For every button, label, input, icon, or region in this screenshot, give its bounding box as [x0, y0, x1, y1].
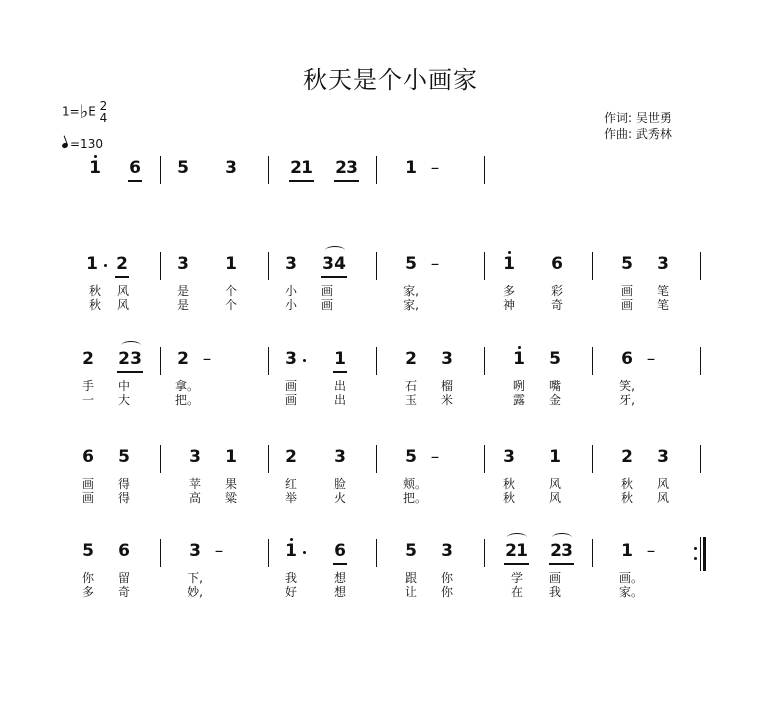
- sixteenth-underline: [289, 180, 314, 182]
- note: 3: [346, 158, 358, 178]
- extension-dash: –: [430, 158, 440, 178]
- lyric-syllable: 一: [81, 393, 94, 407]
- lyric-syllable: 家。: [619, 585, 644, 599]
- lyric-syllable: 小: [284, 298, 297, 312]
- lyric-syllable: 在: [510, 585, 523, 599]
- barline: [268, 539, 269, 567]
- extension-dash: –: [214, 541, 224, 561]
- note: 3: [322, 254, 334, 274]
- lyric-syllable: 个: [224, 298, 237, 312]
- eighth-underline: [128, 180, 142, 182]
- note: 2: [505, 541, 517, 561]
- lyric-syllable: 秋: [88, 284, 101, 298]
- note: 2: [290, 158, 302, 178]
- note: 1: [225, 447, 237, 467]
- note: 2: [177, 349, 189, 369]
- barline: [484, 539, 485, 567]
- song-title: 秋天是个小画家: [303, 66, 478, 94]
- lyric-syllable: 奇: [117, 585, 130, 599]
- barline: [592, 539, 593, 567]
- note: 2: [335, 158, 347, 178]
- lyric-syllable: 家,: [403, 284, 419, 298]
- lyric-syllable: 风: [548, 491, 561, 505]
- barline: [592, 252, 593, 280]
- high-octave-dot: [290, 538, 293, 541]
- note: 1: [503, 254, 515, 274]
- lyric-syllable: 你: [440, 571, 453, 585]
- sixteenth-underline: [549, 563, 574, 565]
- note: 1: [89, 158, 101, 178]
- lyric-syllable: 笔: [656, 284, 669, 298]
- lyric-syllable: 画: [620, 298, 633, 312]
- note: 6: [334, 541, 346, 561]
- barline: [484, 445, 485, 473]
- composer-credit: 作曲: 武秀林: [604, 127, 672, 141]
- sixteenth-underline: [117, 371, 143, 373]
- lyric-syllable: 学: [510, 571, 523, 585]
- lyric-syllable: 咧: [512, 379, 525, 393]
- lyric-syllable: 笑,: [619, 379, 635, 393]
- key-prefix: 1=: [62, 104, 80, 119]
- note: 3: [657, 447, 669, 467]
- note: 1: [86, 254, 98, 274]
- slur-mark: [552, 533, 572, 542]
- note: 3: [189, 541, 201, 561]
- time-signature-bottom: 4: [99, 111, 108, 125]
- lyric-syllable: 想: [333, 571, 346, 585]
- lyric-syllable: 粱: [224, 491, 237, 505]
- note: 2: [550, 541, 562, 561]
- barline: [160, 156, 161, 184]
- lyric-syllable: 颊。: [403, 477, 428, 491]
- extension-dash: –: [646, 349, 656, 369]
- note: 6: [551, 254, 563, 274]
- note: 6: [129, 158, 141, 178]
- eighth-underline: [115, 276, 129, 278]
- lyric-syllable: 牙,: [619, 393, 635, 407]
- lyric-syllable: 妙,: [187, 585, 203, 599]
- lyric-syllable: 脸: [333, 477, 346, 491]
- note: 2: [405, 349, 417, 369]
- lyric-syllable: 石: [404, 379, 417, 393]
- note: 3: [561, 541, 573, 561]
- lyric-syllable: 想: [333, 585, 346, 599]
- barline: [376, 445, 377, 473]
- augmentation-dot: [104, 264, 107, 267]
- lyric-syllable: 得: [117, 477, 130, 491]
- sixteenth-underline: [321, 276, 347, 278]
- note: 5: [405, 254, 417, 274]
- lyric-syllable: 个: [224, 284, 237, 298]
- barline: [484, 156, 485, 184]
- lyric-syllable: 玉: [404, 393, 417, 407]
- barline: [160, 252, 161, 280]
- barline: [700, 445, 701, 473]
- lyric-syllable: 画: [620, 284, 633, 298]
- lyric-syllable: 把。: [175, 393, 200, 407]
- barline: [592, 347, 593, 375]
- lyric-syllable: 你: [81, 571, 94, 585]
- lyric-syllable: 秋: [502, 491, 515, 505]
- note: 3: [285, 349, 297, 369]
- final-barline: [703, 537, 706, 571]
- barline: [160, 445, 161, 473]
- tempo-value: =130: [70, 137, 103, 151]
- lyric-syllable: 是: [176, 284, 189, 298]
- note: 1: [516, 541, 528, 561]
- lyric-syllable: 家,: [403, 298, 419, 312]
- extension-dash: –: [430, 254, 440, 274]
- note: 5: [549, 349, 561, 369]
- lyric-syllable: 秋: [620, 477, 633, 491]
- lyric-syllable: 画。: [619, 571, 644, 585]
- barline: [376, 156, 377, 184]
- lyric-syllable: 多: [502, 284, 515, 298]
- note: 1: [549, 447, 561, 467]
- lyric-syllable: 得: [117, 491, 130, 505]
- barline: [268, 156, 269, 184]
- lyric-syllable: 风: [116, 298, 129, 312]
- lyric-syllable: 跟: [404, 571, 417, 585]
- lyric-syllable: 手: [81, 379, 94, 393]
- high-octave-dot: [508, 251, 511, 254]
- note: 2: [82, 349, 94, 369]
- slur-mark: [325, 246, 345, 255]
- barline: [376, 347, 377, 375]
- eighth-underline: [333, 563, 347, 565]
- note: 3: [441, 349, 453, 369]
- slur-mark: [507, 533, 527, 542]
- lyric-syllable: 下,: [187, 571, 203, 585]
- lyric-syllable: 把。: [403, 491, 428, 505]
- note: 3: [177, 254, 189, 274]
- note: 1: [225, 254, 237, 274]
- note: 5: [177, 158, 189, 178]
- lyric-syllable: 我: [548, 585, 561, 599]
- lyric-syllable: 红: [284, 477, 297, 491]
- note: 3: [503, 447, 515, 467]
- lyric-syllable: 小: [284, 284, 297, 298]
- lyric-syllable: 画: [81, 477, 94, 491]
- lyric-syllable: 是: [176, 298, 189, 312]
- high-octave-dot: [518, 346, 521, 349]
- lyric-syllable: 多: [81, 585, 94, 599]
- lyric-syllable: 好: [284, 585, 297, 599]
- lyric-syllable: 出: [333, 393, 346, 407]
- sixteenth-underline: [504, 563, 529, 565]
- sixteenth-underline: [334, 180, 359, 182]
- lyric-syllable: 举: [284, 491, 297, 505]
- lyric-syllable: 画: [284, 393, 297, 407]
- lyric-syllable: 嘴: [548, 379, 561, 393]
- note: 5: [405, 447, 417, 467]
- barline: [484, 347, 485, 375]
- note: 2: [118, 349, 130, 369]
- note: 6: [82, 447, 94, 467]
- lyric-syllable: 画: [284, 379, 297, 393]
- slur-mark: [121, 341, 141, 350]
- note: 2: [116, 254, 128, 274]
- note: 3: [189, 447, 201, 467]
- lyric-syllable: 我: [284, 571, 297, 585]
- augmentation-dot: [303, 359, 306, 362]
- lyric-syllable: 让: [404, 585, 417, 599]
- barline: [268, 445, 269, 473]
- lyric-syllable: 你: [440, 585, 453, 599]
- lyric-syllable: 画: [320, 284, 333, 298]
- lyric-syllable: 米: [440, 393, 453, 407]
- lyric-syllable: 高: [188, 491, 201, 505]
- key-note: E: [88, 104, 96, 119]
- lyric-syllable: 风: [656, 477, 669, 491]
- note: 5: [82, 541, 94, 561]
- note: 1: [513, 349, 525, 369]
- barline: [484, 252, 485, 280]
- barline: [376, 539, 377, 567]
- lyric-syllable: 彩: [550, 284, 563, 298]
- extension-dash: –: [202, 349, 212, 369]
- note: 3: [657, 254, 669, 274]
- lyric-syllable: 苹: [188, 477, 201, 491]
- high-octave-dot: [94, 155, 97, 158]
- lyric-syllable: 拿。: [175, 379, 200, 393]
- note: 1: [334, 349, 346, 369]
- barline: [268, 347, 269, 375]
- note: 4: [334, 254, 346, 274]
- repeat-dot: [694, 557, 697, 560]
- barline: [700, 537, 701, 571]
- lyric-syllable: 榴: [440, 379, 453, 393]
- note: 5: [621, 254, 633, 274]
- lyric-syllable: 风: [548, 477, 561, 491]
- lyric-syllable: 风: [656, 491, 669, 505]
- barline: [160, 539, 161, 567]
- lyric-syllable: 画: [81, 491, 94, 505]
- time-signature-top: 2: [99, 99, 108, 113]
- note: 1: [285, 541, 297, 561]
- lyric-syllable: 秋: [620, 491, 633, 505]
- lyric-syllable: 笔: [656, 298, 669, 312]
- lyric-syllable: 露: [512, 393, 525, 407]
- extension-dash: –: [646, 541, 656, 561]
- barline: [700, 347, 701, 375]
- lyric-syllable: 秋: [88, 298, 101, 312]
- barline: [592, 445, 593, 473]
- barline: [700, 252, 701, 280]
- lyric-syllable: 出: [333, 379, 346, 393]
- note: 5: [118, 447, 130, 467]
- note: 3: [225, 158, 237, 178]
- note: 1: [301, 158, 313, 178]
- note: 1: [621, 541, 633, 561]
- lyric-syllable: 神: [502, 298, 515, 312]
- note: 6: [621, 349, 633, 369]
- note: 5: [405, 541, 417, 561]
- lyricist-credit: 作词: 吴世勇: [604, 111, 672, 125]
- repeat-dot: [694, 547, 697, 550]
- note: 3: [285, 254, 297, 274]
- lyric-syllable: 大: [117, 393, 130, 407]
- note: 2: [285, 447, 297, 467]
- barline: [376, 252, 377, 280]
- barline: [268, 252, 269, 280]
- lyric-syllable: 火: [333, 491, 346, 505]
- note: 2: [621, 447, 633, 467]
- eighth-underline: [333, 371, 347, 373]
- lyric-syllable: 画: [320, 298, 333, 312]
- extension-dash: –: [430, 447, 440, 467]
- note: 6: [118, 541, 130, 561]
- lyric-syllable: 金: [548, 393, 561, 407]
- flat-sign: ♭: [79, 101, 89, 123]
- lyric-syllable: 中: [117, 379, 130, 393]
- note: 1: [405, 158, 417, 178]
- augmentation-dot: [303, 551, 306, 554]
- note: 3: [130, 349, 142, 369]
- note: 3: [441, 541, 453, 561]
- lyric-syllable: 风: [116, 284, 129, 298]
- note: 3: [334, 447, 346, 467]
- lyric-syllable: 果: [224, 477, 237, 491]
- lyric-syllable: 秋: [502, 477, 515, 491]
- lyric-syllable: 奇: [550, 298, 563, 312]
- lyric-syllable: 留: [117, 571, 130, 585]
- barline: [160, 347, 161, 375]
- lyric-syllable: 画: [548, 571, 561, 585]
